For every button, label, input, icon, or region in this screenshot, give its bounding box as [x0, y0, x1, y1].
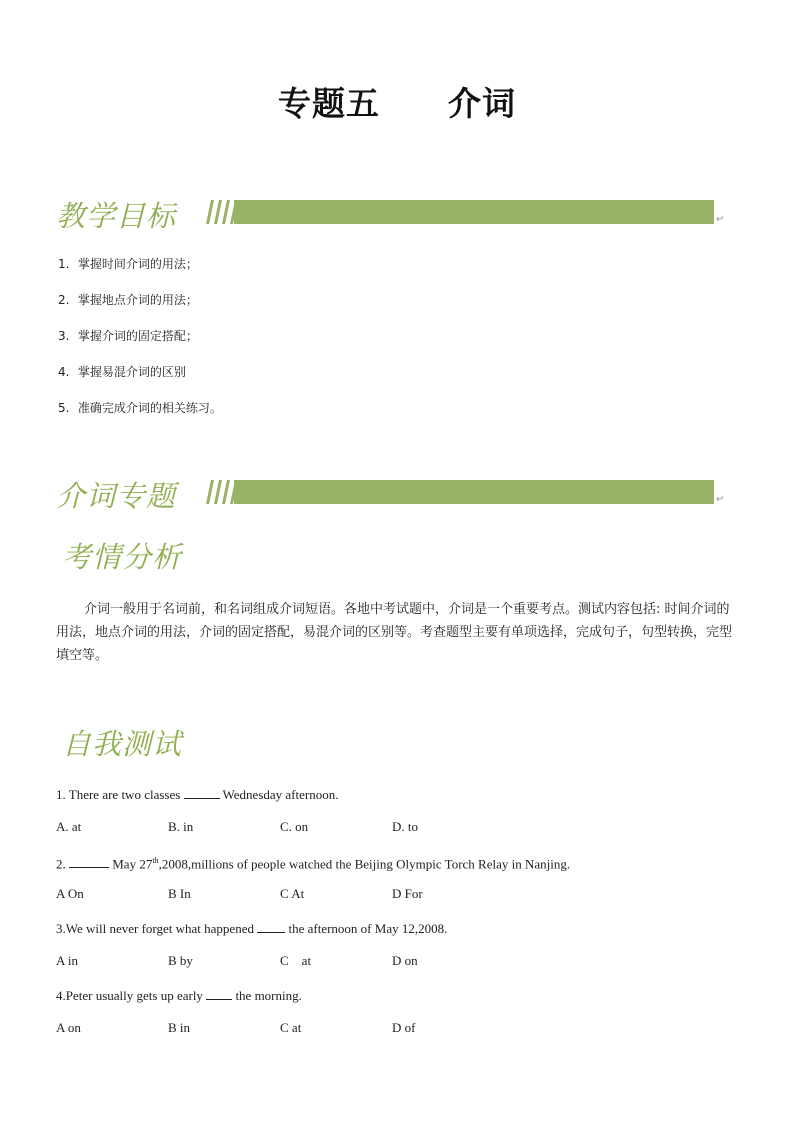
paragraph-mark-icon: ↵	[716, 214, 725, 225]
option-b: B by	[168, 953, 193, 968]
self-test-heading: 自我测试	[62, 727, 183, 761]
list-item: 1. 掌握时间介词的用法；	[58, 257, 198, 271]
option-a: A on	[56, 1020, 81, 1035]
question-options	[56, 886, 746, 920]
section-label: 介词专题	[56, 479, 177, 513]
option-a: A. at	[56, 819, 82, 834]
answer-blank	[257, 920, 285, 933]
section-bar-fill	[234, 480, 714, 504]
question-stem: 2. May 27th,2008,millions of people watched the Beijing Olympic Torch Relay in Nanjing.	[56, 856, 571, 872]
question-stem: 4.Peter usually gets up early the morning.	[56, 988, 302, 1003]
objectives-list	[58, 256, 222, 436]
question-stem: 1. There are two classes Wednesday afternoon.	[56, 787, 339, 802]
list-item: 4. 掌握易混介词的区别	[58, 365, 186, 379]
list-item: 2. 掌握地点介词的用法；	[58, 293, 198, 307]
question-stem: 3.We will never forget what happened the afternoon of May 12,2008.	[56, 921, 448, 936]
option-c: C. on	[280, 819, 309, 834]
option-c: C at	[280, 953, 312, 968]
question-options	[56, 819, 746, 853]
answer-blank	[184, 786, 220, 799]
answer-blank	[206, 987, 232, 1000]
list-item: 5. 准确完成介词的相关练习。	[58, 401, 222, 415]
stripes-icon	[202, 480, 238, 504]
option-b: B. in	[168, 819, 194, 834]
section-label: 教学目标	[56, 199, 177, 233]
option-a: A On	[56, 886, 84, 901]
option-d: D. to	[392, 819, 418, 834]
section-bar-fill	[234, 200, 714, 224]
analysis-heading: 考情分析	[62, 540, 183, 574]
option-c: C at	[280, 1020, 302, 1035]
question-list	[56, 786, 746, 1054]
page-title: 专题五 介词	[278, 84, 516, 123]
analysis-paragraph: 介词一般用于名词前，和名词组成介词短语。各地中考试题中，介词是一个重要考点。测试内容包括: 时间介词的用法，地点介词的用法，介词的固定搭配，易混介词的区别等。考查题型主要有单项选择，完成句子，句型转换，完型填空等。	[56, 602, 733, 663]
option-a: A in	[56, 953, 79, 968]
option-b: B In	[168, 886, 191, 901]
stripes-icon	[202, 200, 238, 224]
option-d: D For	[392, 886, 423, 901]
option-b: B in	[168, 1020, 191, 1035]
paragraph-mark-icon: ↵	[716, 494, 725, 505]
option-d: D on	[392, 953, 418, 968]
list-item: 3. 掌握介词的固定搭配；	[58, 329, 198, 343]
section-header-objectives	[56, 194, 726, 234]
answer-blank	[69, 855, 109, 868]
option-c: C At	[280, 886, 305, 901]
question-options	[56, 1020, 746, 1054]
question-options	[56, 953, 746, 987]
option-d: D of	[392, 1020, 416, 1035]
section-header-topic	[56, 474, 726, 514]
